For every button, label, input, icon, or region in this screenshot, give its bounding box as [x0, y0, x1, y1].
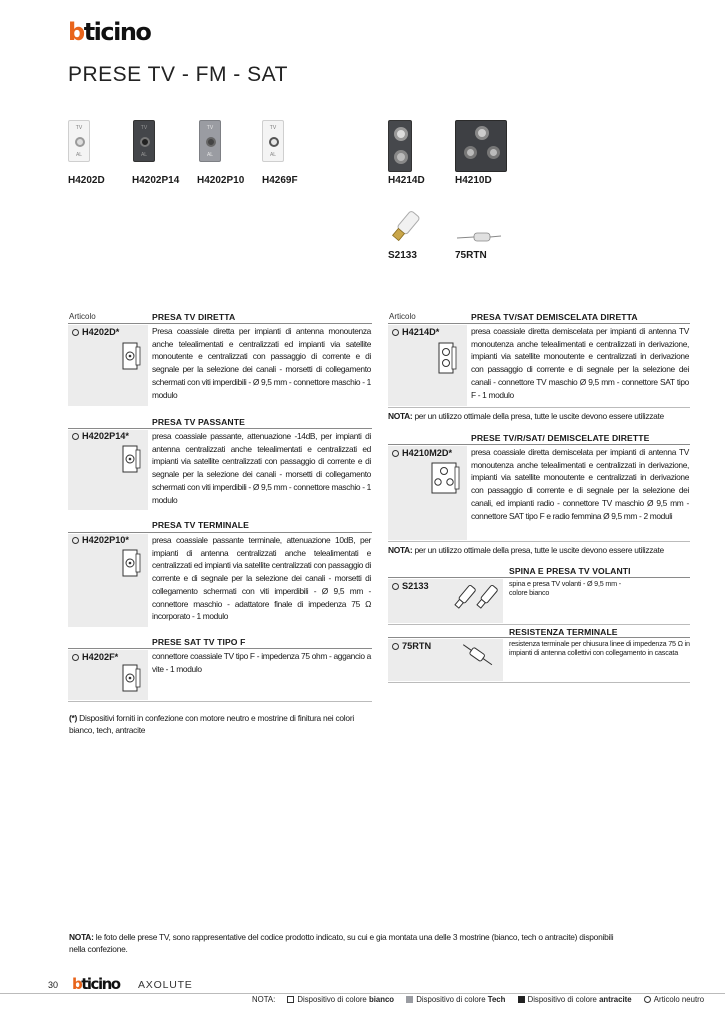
series-name: AXOLUTE	[138, 979, 193, 991]
article-description: presa coassiale diretta demiscelata per impianti di antenna TV monoutenza anche telealimentati e centralizzati in derivazione, impianti via satellite monoutente e centralizzati in derivazione con passaggio di corrente e di segnale per la selezione dei canali, ed impianti radio - connettore TV maschio Ø 9,5 mm - connettore SAT tipo F e radio femmina Ø 9,5 mm - 2 moduli	[471, 447, 689, 521]
article-description: connettore coassiale TV tipo F - impedenza 75 ohm - aggancio a vite - 1 modulo	[152, 651, 371, 674]
white-square-icon	[287, 996, 294, 1003]
article-code	[72, 327, 119, 337]
article-description: presa coassiale passante terminale, attenuazione 10dB, per impianti di antenna centralizzati anche telealimentati e centralizzati ed impianti via satellite centralizzati con passaggio di corrente e di segnale per la selezione dei canali - morsetti di collegamento schermati con viti imperdibili - Ø 9,5 mm - connettore maschio - adattatore finale di impedenza 75 Ω incorporato - 1 modulo	[152, 535, 371, 622]
legend-text: Articolo neutro	[653, 995, 705, 1004]
article-code-text: H4202P10*	[82, 535, 129, 545]
divider	[388, 444, 690, 445]
section-title: PRESA TV DIRETTA	[152, 312, 236, 322]
section-title: PRESA TV PASSANTE	[152, 417, 245, 427]
section-title: PRESA TV/SAT DEMISCELATA DIRETTA	[471, 312, 638, 322]
product-image-75rtn	[456, 228, 502, 244]
note-label: NOTA:	[388, 411, 413, 421]
color-legend	[252, 995, 704, 1004]
article-code-text: 75RTN	[402, 641, 432, 651]
divider	[68, 648, 372, 649]
column-header-articolo: Articolo	[389, 312, 416, 321]
neutral-article-icon	[72, 654, 79, 661]
plate-sublabel: AL	[140, 152, 148, 158]
brand-logo-text: ticino	[81, 975, 120, 993]
note-text: per un utilizzo ottimale della presa, tutte le uscite devono essere utilizzate	[414, 411, 664, 421]
socket-module-icon	[436, 342, 458, 376]
neutral-article-icon	[392, 583, 399, 590]
coax-socket-icon	[475, 126, 489, 140]
socket-module-icon	[120, 549, 142, 579]
coax-socket-icon	[464, 146, 477, 159]
coax-socket-icon	[140, 137, 150, 147]
legend-color-name: antracite	[599, 995, 632, 1004]
article-code	[72, 535, 129, 545]
article-cell	[68, 534, 148, 627]
brand-logo-prefix: b	[72, 975, 82, 993]
note-text: le foto delle prese TV, sono rappresentative del codice prodotto indicato, su cui e gia montata una delle 3 mostrine (bianco, tech o antracite) disponibili nella confezione.	[69, 932, 614, 954]
coax-socket-icon	[394, 150, 408, 164]
article-description: Presa coassiale diretta per impianti di antenna monoutenza anche telealimentati e centralizzati ed impianti via satellite monoutente e centralizzati con passaggio di corrente e di segnale per la selezione dei canali - morsetti di collegamento schermati con viti imperdibili - Ø 9,5 mm - connettore maschio - 1 modulo	[152, 326, 371, 400]
product-code-label: S2133	[388, 250, 417, 261]
product-image-h4214d	[388, 120, 412, 172]
article-code	[392, 641, 431, 651]
legend-label: NOTA:	[252, 995, 276, 1004]
coax-socket-icon	[269, 137, 279, 147]
resistor-icon	[460, 640, 496, 670]
footnote-text: Dispositivi forniti in confezione con motore neutro e mostrine di finitura nei colori bianco, tech, antracite	[69, 713, 354, 735]
footnote	[69, 712, 374, 736]
divider	[68, 532, 372, 533]
article-code	[392, 581, 429, 591]
brand-logo-text: ticino	[83, 18, 151, 46]
product-code-label: 75RTN	[455, 250, 487, 261]
article-code	[72, 431, 129, 441]
divider	[388, 637, 690, 638]
section-title: PRESE SAT TV TIPO F	[152, 637, 246, 647]
neutral-article-icon	[392, 643, 399, 650]
socket-module-icon	[430, 462, 460, 496]
article-code-text: H4210M2D*	[402, 448, 453, 458]
note-label: NOTA:	[388, 545, 413, 555]
product-image-h4269f	[262, 120, 284, 162]
product-code-label: H4269F	[262, 175, 298, 186]
footer-brand-logo	[72, 975, 120, 993]
usage-note	[388, 411, 664, 421]
neutral-article-icon	[72, 537, 79, 544]
plate-label: TV	[140, 125, 148, 131]
note-text: per un utilizzo ottimale della presa, tutte le uscite devono essere utilizzate	[414, 545, 664, 555]
divider	[388, 541, 690, 542]
neutral-article-icon	[392, 450, 399, 457]
divider	[388, 577, 690, 578]
legend-text: Dispositivo di colore	[416, 995, 486, 1004]
plate-label: TV	[75, 125, 83, 131]
footnote-marker: (*)	[69, 713, 78, 723]
divider	[68, 323, 372, 324]
brand-logo-prefix: b	[68, 18, 84, 46]
product-code-label: H4202P10	[197, 175, 245, 186]
page-number: 30	[48, 980, 59, 990]
socket-module-icon	[120, 664, 142, 694]
plate-sublabel: AL	[75, 152, 83, 158]
plate-sublabel: AL	[269, 152, 277, 158]
legend-color-name: bianco	[368, 995, 395, 1004]
plate-sublabel: AL	[206, 152, 214, 158]
page-title: PRESE TV - FM - SAT	[68, 63, 288, 86]
divider	[388, 323, 690, 324]
divider	[388, 624, 690, 625]
divider	[388, 682, 690, 683]
article-code	[392, 448, 452, 458]
neutral-article-icon	[72, 433, 79, 440]
article-description: presa coassiale diretta demiscelata per impianti di antenna TV monoutenza anche telealimentati e centralizzati in derivazione, impianti via satellite monoutente e centralizzati in derivazione con passaggio di corrente e di segnale per la selezione dei canali - connettore TV maschio Ø 9,5 mm - connettore SAT tipo F - 1 modulo	[471, 326, 689, 400]
product-code-label: H4202P14	[132, 175, 180, 186]
legend-color-name: Tech	[487, 995, 506, 1004]
divider	[68, 701, 372, 702]
plug-socket-icon	[452, 582, 500, 614]
product-image-h4210d	[455, 120, 507, 172]
product-image-h4202p10	[199, 120, 221, 162]
brand-logo	[68, 18, 150, 46]
product-code-label: H4210D	[455, 175, 492, 186]
note-label: NOTA:	[69, 932, 94, 942]
divider	[388, 407, 690, 408]
article-description: presa coassiale passante, attenuazione -14dB, per impianti di antenna centralizzati anche telealimentati e centralizzati ed impianti via satellite centralizzati con passaggio di corrente e di segnale per la selezione dei canali - morsetti di collegamento schermati con viti imperdibili - Ø 9,5 mm - connettore maschio - 1 modulo	[152, 431, 371, 505]
product-code-label: H4214D	[388, 175, 425, 186]
coax-socket-icon	[75, 137, 85, 147]
photo-note	[69, 931, 629, 955]
neutral-article-icon	[72, 329, 79, 336]
legend-text: Dispositivo di colore	[527, 995, 597, 1004]
article-code	[72, 652, 118, 662]
section-title: SPINA E PRESA TV VOLANTI	[509, 566, 631, 576]
coax-socket-icon	[394, 127, 408, 141]
neutral-article-icon	[392, 329, 399, 336]
grey-square-icon	[406, 996, 413, 1003]
footer-divider	[0, 993, 725, 994]
coax-socket-icon	[487, 146, 500, 159]
column-header-articolo: Articolo	[69, 312, 96, 321]
black-square-icon	[518, 996, 525, 1003]
product-code-label: H4202D	[68, 175, 105, 186]
article-code-text: H4202P14*	[82, 431, 129, 441]
neutral-circle-icon	[644, 996, 651, 1003]
article-code-text: H4214D*	[402, 327, 440, 337]
article-code-text: H4202F*	[82, 652, 119, 662]
plate-label: TV	[206, 125, 214, 131]
socket-module-icon	[120, 342, 142, 372]
article-code-text: H4202D*	[82, 327, 120, 337]
divider	[68, 428, 372, 429]
product-image-h4202d	[68, 120, 90, 162]
coax-socket-icon	[206, 137, 216, 147]
socket-module-icon	[120, 445, 142, 475]
article-code	[392, 327, 439, 337]
section-title: RESISTENZA TERMINALE	[509, 627, 618, 637]
article-description: spina e presa TV volanti - Ø 9,5 mm - colore bianco	[509, 579, 621, 598]
legend-text: Dispositivo di colore	[297, 995, 367, 1004]
section-title: PRESE TV/R/SAT/ DEMISCELATE DIRETTE	[471, 433, 650, 443]
article-description: resistenza terminale per chiusura linee di impedenza 75 Ω in impianti di antenna collettivi con collegamento in cascata	[509, 639, 690, 658]
article-code-text: S2133	[402, 581, 429, 591]
product-image-s2133	[386, 208, 422, 248]
section-title: PRESA TV TERMINALE	[152, 520, 249, 530]
product-image-h4202p14	[133, 120, 155, 162]
plate-label: TV	[269, 125, 277, 131]
usage-note	[388, 545, 664, 555]
